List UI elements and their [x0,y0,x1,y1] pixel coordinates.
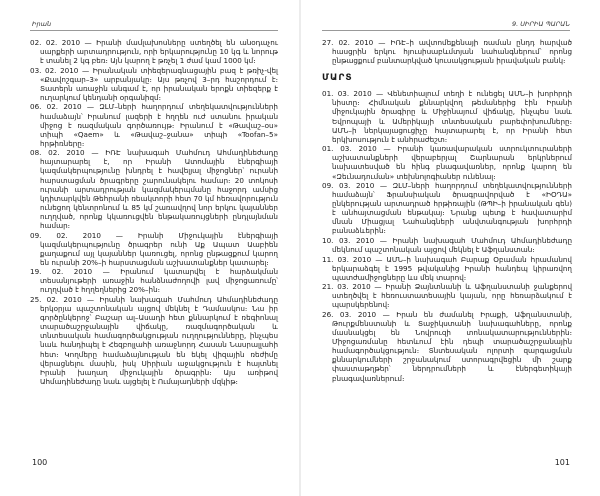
right-page-number: 101 [554,458,570,467]
right-entries [322,38,572,383]
chronology-entry: 21. 03. 2010 — Իրանի Ձայնտնանի և Աֆղանստանի ջանքերով ստեղծվել է հեռուստատեսային կայան, որը հեռարձակում է պարսկերենով։ [322,282,572,310]
left-page-header: Իրան [32,20,52,28]
chronology-entry: 09. 02. 2010 — Իրանի Միջուկային էներգիայի կազմակերպությունը ծրագրեր ունի Աք Ապատ Աաբիեն քաղաքում այլ կայաններ կառուցել, որոնց ընթացքում կարող են ուրանի 20%–ի հարստացման աշխատանքներ կատարել։ [30,230,278,267]
month-heading: ՄԱՐՏ [322,73,353,84]
chronology-entry: 25. 02. 2010 — Իրանի նախագահ Մահմուդ Ահմադինեժադը երկօրյա պաշտոնական այցով մեկնել է Դամասկոս։ Նա իր գործընկերոջ՝ Բաշար ալ–Ասադի հետ քննարկում է ռեգիոնալ տարածաշրջանային վիճակը, ռազմագործական և տնտեսական համագործակցության ուղղությունները, ինչպես նաև հանդիպել է Հեզբոլլահի առաջնորդ Հասան Նասրալլահի հետ։ Կողմերը համաձայնության են եկել վիզային ռեժիմը վերացնելու մասին, իսկ Սիրիան աջակցություն է հայտնել Իրանի խաղաղ միջուկային ծրագրին։ Այս առիթով Ահմադինեժադը նաև այցելել է Ումայադների մզկիթ։ [30,294,278,386]
right-page-header: 9. ՍԻՐԻԱ ՊԱՐԱՆ [512,20,570,28]
left-header-rule [30,30,278,31]
left-page-number: 100 [32,458,48,467]
chronology-entry: 03. 02. 2010 — Իրանական տիեզերագնացային բազ է թռիչ-վել «Քավոշգար–3» արբանյակը։ Այս թռչով 3–րդ հաշորդում է։ Տատերն առաջին անգամ է, որ իրանական երոքն տիեզերք է ուղարկում կենդանի օրգանիզմ։ [30,65,278,102]
chronology-entry: 08. 02. 2010 — ԻՌԷ նախագահ Մահմուդ Ահմադինեժադը հայտարարել է, որ Իրանի Ատոմային էներգիայի կազմակերպությունը խնդրել է հավելյալ միջոցներ՝ ուրանի հարստացման ծրագրերը շարունակելու համար։ 20 տոկոսի ուրանի արտադրության կազմակերպմանը հաջորդ ամսից կդիտարկվեն Թեհրանի ռեակտորի հետ 70 կմ հեռավորություն ունեցող կենտրոնում և 85 կմ շառավղով նոր երկու կայաններ ուղղված, որոնք կկառուցվեն ենթակառույցների ընդլայնման համար։ [30,148,278,231]
chronology-entry: 26. 03. 2010 — Իրան են ժամանել Իրաքի, Աֆղանստանի, Թուրքմենստանի և Տաջիկստանի նախագահները, որոնք մասնակցել են Նովրուզի տոնակատարություններին։ Միջոցառմանը հետևում էին դեպի տարածաշրջանային համագործակցություն։ Տնտեսական ոլորտի զարգացման քննարկումների շրջանակում ստորագրվեցին մի շարք փաստաթղթեր՝ ներդրումների և էներգետիկայի բնագավառներում։ [322,309,572,383]
chronology-entry: 01. 03. 2010 — Վենետիալում տեղի է ունեցել ԱՄՆ–ի խորհրդի նիստը։ Հիմնական քննարկվող թեմաներից էին Իրանի միջուկային ծրագիրը և Միջինայում վիճակը, ինչպես նաև Եվրոպայի և Ամերիկայի տնտեսական բարեփոխումները։ ԱՄՆ–ի ներկայացուցիչը հայտարարել է, որ Իրանի հետ երկխոսություն է անհրաժեշտ։ [322,89,572,144]
chronology-entry: 11. 03. 2010 — ԱՄՆ–ի նախագահ Բարաք Օբաման հրամանով երկարաձգել է 1995 թվականից Իրանի հանդեպ կիրառվող պատժամիջոցները ևս մեկ տարով։ [322,254,572,282]
chronology-entry: 02. 02. 2010 — Իրանի մամլախոսները ստեղծել են անօդաչու սարքերի արտադրություն, որի երկարությունը 10 կգ և նորութ է տանել 2 կգ բեռ։ Այն կարող է թռչել 1 ժամ կամ 1000 կմ։ [30,38,278,66]
chronology-entry: 09. 03. 2010 — ԶԼՄ–ների հաղորդում տեղեկատվությունների համաձայն՝ Ֆրանսիական ծրագրավորված է «ԻՕԴԱ» ընկերության արտադրած հրթիռային (ԹՊԻ–ի իրանական գեն) է անհայտացման ենթակայ։ Նրանք պետք է հավատարիմ մնան Միացյալ Նահանգների անվտանգության խորհրդի բանաձևերին։ [322,181,572,236]
chronology-entry: 01. 03. 2010 — Իրանի կառավարական ստրուկտուրաների աշխատանքների վերաբերյալ Շարնարան երկրներում նախատեսված են հինգ բնագավառներ, որոնք կարող են «Զեւնադուման» տեխնոլոգիաներ ունենալ։ [322,144,572,181]
chronology-entry: 06. 02. 2010 — ԶԼՄ–ների հաղորդում տեղեկատվությունների համաձայն՝ Իրանում լազերի է հղղեն ուժ ստանու իրական միջոց է ռազմական գործառույթ։ Իրանում է «Թավաշ–օս» տիպի «Qaem» և «Թավաշ–ջանա» տիպի «Toofan–5» հրթիռները։ [30,102,278,148]
chronology-entry: 19. 02. 2010 — Իրանում կատարվել է հարձակման տեսանյութերի առաջին հանձնաժողովի լավ միջոցառումը՝ ուղղված է հղղեղներից 20%–ին։ [30,267,278,295]
chronology-entry: 27. 02. 2010 — ԻՌԷ–ի ավտոմեքենայի ռաման ընդդ հարված հասցրին երկու հյուսիսաբևմտյան նահանգներում՝ որոնց ընթացքում բանտարկված կուսակցության իրավական բանկ։ [322,38,572,66]
left-entries [30,38,278,386]
right-page [300,0,600,496]
chronology-entry: 10. 03. 2010 — Իրանի նախագահ Մահմուդ Ահմադինեժադը մեկնում պաշտոնական այցով մեկնել է Աֆղանստան։ [322,235,572,255]
right-header-rule [322,30,570,31]
